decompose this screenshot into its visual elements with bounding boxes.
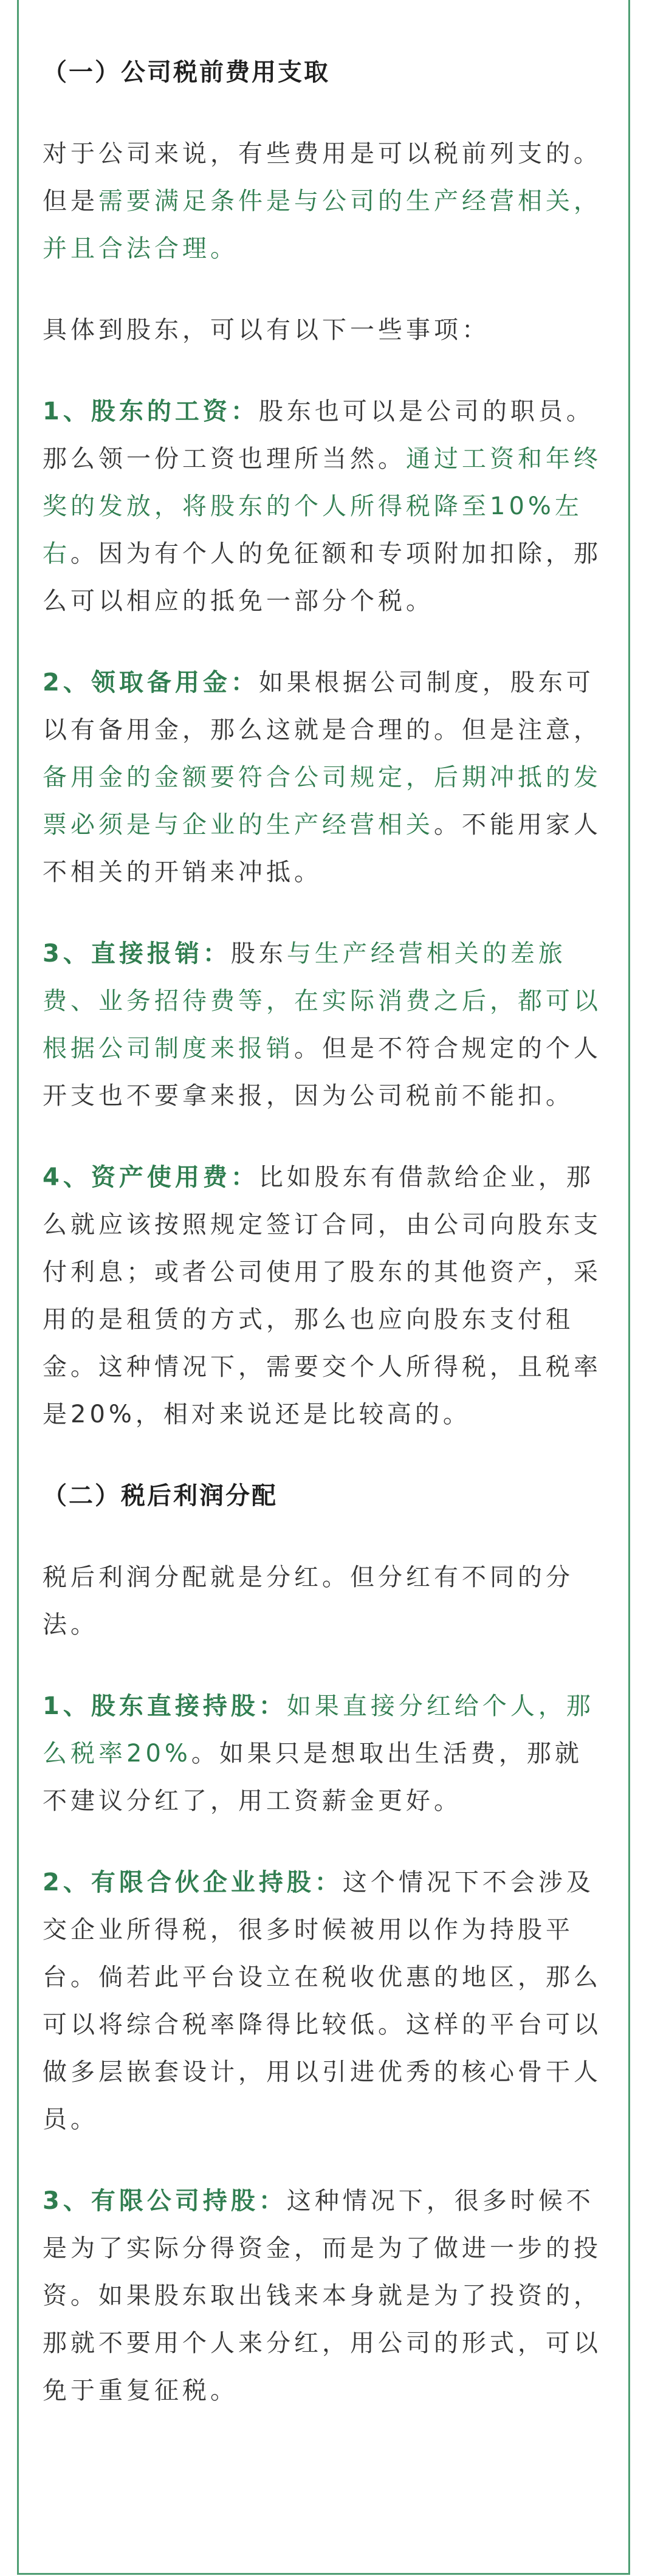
paragraph-petty-cash	[43, 659, 608, 896]
petty-cash-text: 如果根据公司制度，股东可以有备用金，那么这就是合理的。但是注意，	[43, 669, 602, 744]
partnership-text: 这个情况下不会涉及交企业所得税，很多时候被用以作为持股平台。倘若此平台设立在税收优惠的地区，那么可以将综合税率降得比较低。这样的平台可以做多层嵌套设计，用以引进优秀的核心骨干人员。	[43, 1868, 602, 2133]
section-heading-pretax: （一）公司税前费用支取	[43, 58, 330, 86]
paragraph-direct-holding	[43, 1682, 608, 1825]
paragraph-company-holding	[43, 2177, 608, 2414]
direct-holding-text: 。如果只是想取出生活费，那就不建议分红了，用工资薪金更好。	[43, 1740, 583, 1815]
paragraph-intro	[43, 130, 608, 272]
paragraph-partnership-holding	[43, 1859, 608, 2143]
petty-cash-highlight: 备用金的金额要符合公司规定，后期冲抵的发票必须是与企业的生产经营相关	[43, 763, 602, 839]
paragraph-shareholder-salary	[43, 388, 608, 625]
intro-highlight: 需要满足条件是与公司的生产经营相关，并且合法合理。	[43, 187, 602, 263]
direct-holding-highlight: 如果直接分红给个人，那么税率20%	[43, 1692, 594, 1768]
item-label-partnership: 2、有限合伙企业持股：	[43, 1868, 343, 1896]
reimbursement-text-end: 。但是不符合规定的个人开支也不要拿来报，因为公司税前不能扣。	[43, 1035, 602, 1110]
reimbursement-highlight: 与生产经营相关的差旅费、业务招待费等，在实际消费之后，都可以根据公司制度来报销	[43, 940, 602, 1062]
item-label-petty-cash: 2、领取备用金：	[43, 669, 259, 697]
company-holding-text: 这种情况下，很多时候不是为了实际分得资金，而是为了做进一步的投资。如果股东取出钱来本身就是为了投资的，那就不要用个人来分红，用公司的形式，可以免于重复征税。	[43, 2187, 602, 2405]
item-label-salary: 1、股东的工资：	[43, 398, 259, 425]
petty-cash-text-end: 。不能用家人不相关的开销来冲抵。	[43, 811, 602, 886]
section-heading-aftertax: （二）税后利润分配	[43, 1482, 278, 1510]
item-label-company-holding: 3、有限公司持股：	[43, 2187, 287, 2215]
intro-text: 对于公司来说，有些费用是可以税前列支的。但是	[43, 140, 602, 215]
item-label-reimbursement: 3、直接报销：	[43, 940, 231, 968]
article-body	[43, 49, 608, 2448]
item-label-asset-fee: 4、资产使用费：	[43, 1163, 259, 1191]
paragraph-reimbursement	[43, 930, 608, 1120]
asset-fee-text: 比如股东有借款给企业，那么就应该按照规定签订合同，由公司向股东支付利息；或者公司使用了股东的其他资产，采用的是租赁的方式，那么也应向股东支付租金。这种情况下，需要交个人所得税，且税率是20%，相对来说还是比较高的。	[43, 1163, 602, 1428]
paragraph-asset-usage-fee	[43, 1154, 608, 1438]
salary-text-end: 。因为有个人的免征额和专项附加扣除，那么可以相应的抵免一部分个税。	[43, 540, 602, 615]
reimbursement-text: 股东	[230, 940, 287, 968]
item-label-direct-holding: 1、股东直接持股：	[43, 1692, 287, 1720]
salary-text: 股东也可以是公司的职员。那么领一份工资也理所当然。	[43, 398, 594, 473]
paragraph-lead: 具体到股东，可以有以下一些事项：	[43, 316, 490, 344]
salary-highlight: 通过工资和年终奖的发放，将股东的个人所得税降至10%左右	[43, 445, 602, 568]
paragraph-dividend-intro: 税后利润分配就是分红。但分红有不同的分法。	[43, 1563, 574, 1639]
